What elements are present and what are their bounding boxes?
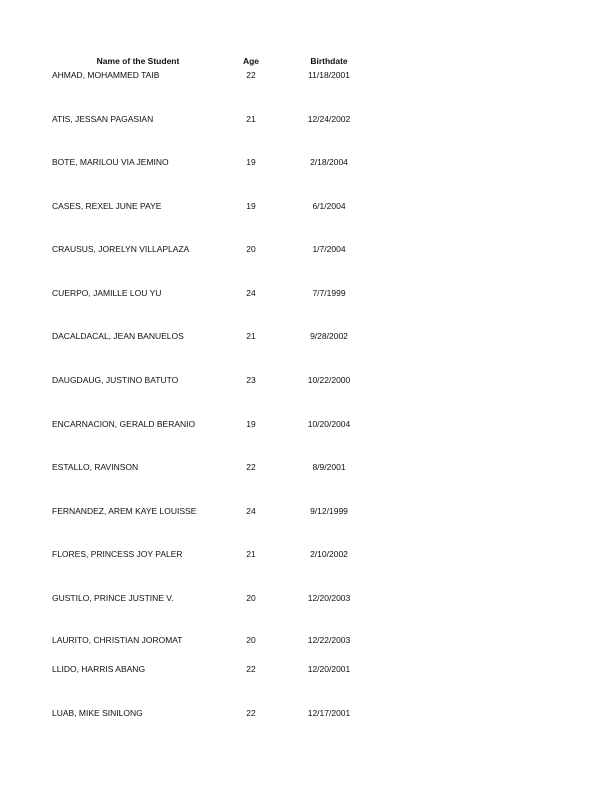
table-row [0,593,612,605]
student-birthdate: 2/10/2002 [310,549,348,559]
student-name: BOTE, MARILOU VIA JEMINO [52,157,169,167]
student-birthdate: 11/18/2001 [308,70,350,80]
table-row [0,375,612,387]
table-row [0,70,612,82]
student-age: 20 [246,244,256,254]
table-row [0,708,612,720]
student-age: 20 [246,635,256,645]
table-row [0,244,612,256]
student-age: 24 [246,506,256,516]
student-name: LLIDO, HARRIS ABANG [52,664,146,674]
student-age: 19 [246,157,256,167]
student-name: AHMAD, MOHAMMED TAIB [52,70,160,80]
student-age: 21 [246,114,256,124]
student-name: CUERPO, JAMILLE LOU YU [52,288,162,298]
student-name: DACALDACAL, JEAN BANUELOS [52,331,184,341]
student-birthdate: 12/24/2002 [307,114,351,124]
student-age: 21 [246,549,256,559]
student-birthdate: 9/12/1999 [310,506,348,516]
table-row [0,157,612,169]
table-row [0,114,612,126]
student-name: GUSTILO, PRINCE JUSTINE V. [52,593,174,603]
student-name: FLORES, PRINCESS JOY PALER [52,549,183,559]
table-row [0,201,612,213]
student-age: 19 [246,419,256,429]
student-birthdate: 10/22/2000 [307,375,351,385]
student-birthdate: 1/7/2004 [312,244,346,254]
table-row [0,549,612,561]
student-name: CASES, REXEL JUNE PAYE [52,201,162,211]
student-name: DAUGDAUG, JUSTINO BATUTO [52,375,179,385]
student-age: 22 [246,708,256,718]
student-age: 22 [246,664,256,674]
student-birthdate: 8/9/2001 [312,462,346,472]
student-age: 22 [246,462,256,472]
header-birthdate: Birthdate [310,56,348,66]
table-row [0,506,612,518]
table-row [0,635,612,647]
student-name: CRAUSUS, JORELYN VILLAPLAZA [52,244,190,254]
student-name: ATIS, JESSAN PAGASIAN [52,114,154,124]
student-birthdate: 12/22/2003 [307,635,351,645]
header-name: Name of the Student [96,56,180,66]
table-row [0,462,612,474]
student-age: 23 [246,375,256,385]
student-age: 20 [246,593,256,603]
student-birthdate: 2/18/2004 [310,157,348,167]
table-row [0,288,612,300]
student-birthdate: 9/28/2002 [310,331,348,341]
student-name: ENCARNACION, GERALD BERANIO [52,419,196,429]
student-age: 21 [246,331,256,341]
student-birthdate: 10/20/2004 [307,419,351,429]
table-row [0,331,612,343]
student-birthdate: 7/7/1999 [312,288,346,298]
student-birthdate: 12/20/2001 [307,664,351,674]
student-age: 19 [246,201,256,211]
student-age: 22 [246,70,256,80]
student-name: ESTALLO, RAVINSON [52,462,139,472]
student-birthdate: 12/20/2003 [307,593,351,603]
student-birthdate: 12/17/2001 [307,708,351,718]
student-birthdate: 6/1/2004 [312,201,346,211]
header-age: Age [242,56,260,66]
table-row [0,419,612,431]
student-name: LUAB, MIKE SINILONG [52,708,143,718]
student-name: LAURITO, CHRISTIAN JOROMAT [52,635,183,645]
student-age: 24 [246,288,256,298]
student-name: FERNANDEZ, AREM KAYE LOUISSE [52,506,197,516]
table-row [0,664,612,676]
